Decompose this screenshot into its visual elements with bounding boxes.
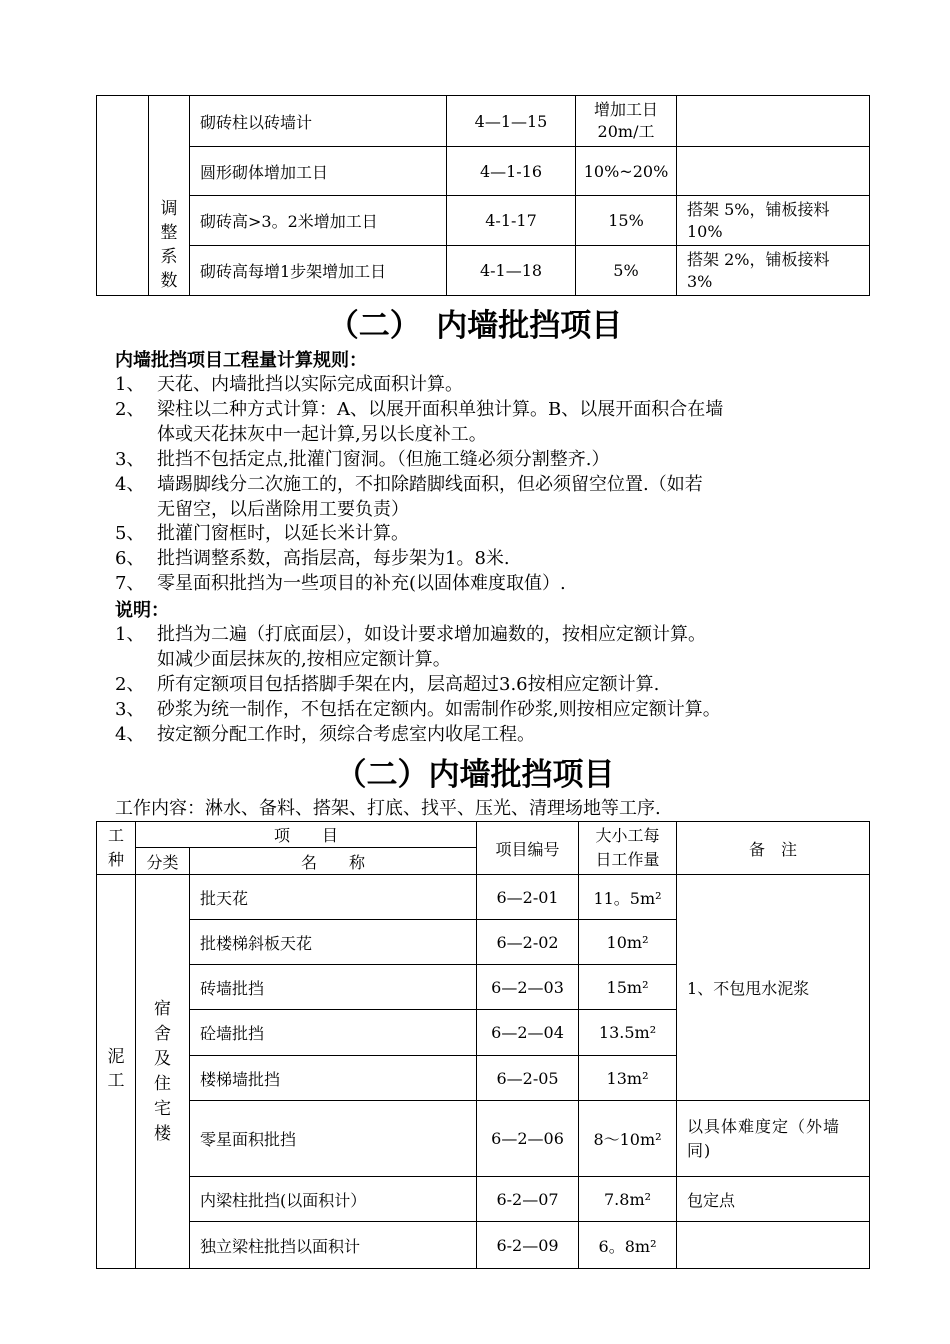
row-code: 4—1-16 bbox=[447, 147, 576, 196]
adjust-group-label bbox=[149, 96, 190, 296]
row-name: 批楼梯斜板天花 bbox=[190, 920, 477, 965]
section-title: （二） 内墙批挡项目 bbox=[327, 308, 623, 344]
header-remark: 备 注 bbox=[677, 822, 870, 875]
rules-heading: 内墙批挡项目工程量计算规则： bbox=[115, 350, 367, 371]
trade-cell: 泥 工 bbox=[97, 875, 136, 1269]
notes-heading: 说明： bbox=[115, 600, 169, 621]
list-item-line bbox=[115, 648, 451, 672]
list-item-text: 批挡不包括定点,批灌门窗洞。（但施工缝必须分割整齐.） bbox=[157, 448, 610, 470]
vertical-char: 整 bbox=[160, 223, 178, 243]
row-code: 6-2—07 bbox=[477, 1177, 579, 1222]
vertical-char: 住 bbox=[154, 1074, 171, 1094]
row-code: 4—1—15 bbox=[447, 96, 576, 147]
list-item-number: 1、 bbox=[115, 374, 145, 395]
list-item-text: 天花、内墙批挡以实际完成面积计算。 bbox=[157, 374, 463, 395]
row-qty: 增加工日 20m/工 bbox=[576, 96, 677, 147]
list-item-text: 批挡调整系数，高指层高，每步架为1。8米. bbox=[157, 548, 510, 570]
row-name: 独立梁柱批挡以面积计 bbox=[190, 1222, 477, 1269]
row-note: 搭架 2%，铺板接料 3% bbox=[677, 246, 870, 296]
row-qty: 10m² bbox=[579, 920, 677, 965]
row-name: 砖墙批挡 bbox=[190, 965, 477, 1010]
row-name: 圆形砌体增加工日 bbox=[190, 147, 447, 196]
list-item-number: 3、 bbox=[115, 448, 145, 470]
list-item-number: 1、 bbox=[115, 624, 145, 645]
row-code: 6—2—03 bbox=[477, 965, 579, 1010]
row-note bbox=[677, 96, 870, 147]
list-item-line bbox=[115, 398, 723, 422]
remark-cell: 1、不包甩水泥浆 bbox=[677, 875, 870, 1101]
list-item-line bbox=[115, 373, 463, 397]
list-item-line bbox=[115, 673, 659, 697]
row-code: 6—2-05 bbox=[477, 1056, 579, 1101]
list-item-number: 7、 bbox=[115, 573, 145, 595]
row-qty: 8～10m² bbox=[579, 1101, 677, 1177]
header-category: 分类 bbox=[136, 848, 190, 875]
list-item-line bbox=[115, 522, 409, 546]
vertical-char: 楼 bbox=[154, 1124, 171, 1144]
row-name: 楼梯墙批挡 bbox=[190, 1056, 477, 1101]
row-code: 6—2—06 bbox=[477, 1101, 579, 1177]
row-code: 4-1—18 bbox=[447, 246, 576, 296]
list-item-number: 2、 bbox=[115, 673, 145, 695]
section-title-2: （二）内墙批挡项目 bbox=[335, 757, 615, 793]
list-item-text: 体或天花抹灰中一起计算,另以长度补工。 bbox=[157, 423, 487, 445]
category-cell bbox=[136, 875, 190, 1269]
row-qty: 6。8m² bbox=[579, 1222, 677, 1269]
vertical-char: 系 bbox=[160, 247, 178, 267]
remark-cell: 包定点 bbox=[677, 1177, 870, 1222]
row-name: 砌砖高>3。2米增加工日 bbox=[190, 196, 447, 246]
vertical-char: 及 bbox=[154, 1049, 171, 1069]
row-name: 砼墙批挡 bbox=[190, 1010, 477, 1056]
row-code: 6-2—09 bbox=[477, 1222, 579, 1269]
header-qty: 大小工每 日工作量 bbox=[579, 822, 677, 875]
list-item-number: 5、 bbox=[115, 523, 145, 545]
vertical-char: 数 bbox=[160, 271, 178, 291]
row-name: 内梁柱批挡(以面积计） bbox=[190, 1177, 477, 1222]
row-qty: 10%~20% bbox=[576, 147, 677, 196]
vertical-char: 调 bbox=[160, 199, 178, 219]
vertical-label bbox=[149, 197, 189, 293]
list-item-text: 零星面积批挡为一些项目的补充(以固体难度取值）. bbox=[157, 573, 566, 595]
header-name: 名 称 bbox=[190, 848, 477, 875]
blank-cell bbox=[97, 96, 149, 296]
list-item-line bbox=[115, 623, 706, 647]
row-code: 6—2-02 bbox=[477, 920, 579, 965]
list-item-text: 砂浆为统一制作，不包括在定额内。如需制作砂浆,则按相应定额计算。 bbox=[157, 698, 721, 720]
vertical-label bbox=[136, 997, 189, 1147]
list-item-text: 按定额分配工作时，须综合考虑室内收尾工程。 bbox=[157, 723, 535, 745]
list-item-number: 4、 bbox=[115, 473, 145, 495]
row-name: 砌砖柱以砖墙计 bbox=[190, 96, 447, 147]
list-item-text: 批挡为二遍（打底面层），如设计要求增加遍数的，按相应定额计算。 bbox=[157, 624, 706, 645]
row-note: 搭架 5%，铺板接料 10% bbox=[677, 196, 870, 246]
row-name: 砌砖高每增1步架增加工日 bbox=[190, 246, 447, 296]
row-qty: 7.8m² bbox=[579, 1177, 677, 1222]
row-name: 批天花 bbox=[190, 875, 477, 920]
list-item-line bbox=[115, 547, 510, 571]
header-code: 项目编号 bbox=[477, 822, 579, 875]
list-item-text: 梁柱以二种方式计算：A、以展开面积单独计算。B、以展开面积合在墙 bbox=[157, 398, 724, 420]
remark-cell bbox=[677, 1222, 870, 1269]
list-item-text: 无留空，以后凿除用工要负责） bbox=[157, 498, 409, 520]
quota-table bbox=[96, 821, 870, 1269]
list-item-line bbox=[115, 698, 721, 722]
list-item-line bbox=[115, 448, 609, 472]
list-item-number: 2、 bbox=[115, 398, 145, 420]
row-qty: 5% bbox=[576, 246, 677, 296]
row-qty: 15% bbox=[576, 196, 677, 246]
list-item-line bbox=[115, 473, 703, 497]
row-qty: 11。5m² bbox=[579, 875, 677, 920]
list-item-line bbox=[115, 723, 535, 747]
list-item-number: 3、 bbox=[115, 698, 145, 720]
row-name: 零星面积批挡 bbox=[190, 1101, 477, 1177]
vertical-char: 舍 bbox=[154, 1024, 171, 1044]
list-item-text: 所有定额项目包括搭脚手架在内，层高超过3.6按相应定额计算. bbox=[157, 673, 660, 695]
row-qty: 13.5m² bbox=[579, 1010, 677, 1056]
row-qty: 15m² bbox=[579, 965, 677, 1010]
header-trade: 工 种 bbox=[97, 822, 136, 875]
row-code: 4-1-17 bbox=[447, 196, 576, 246]
row-code: 6—2-01 bbox=[477, 875, 579, 920]
row-qty: 13m² bbox=[579, 1056, 677, 1101]
list-item-text: 墙踢脚线分二次施工的，不扣除踏脚线面积，但必须留空位置.（如若 bbox=[157, 473, 703, 495]
remark-cell: 以具体难度定（外墙同) bbox=[677, 1101, 870, 1177]
list-item-text: 批灌门窗框时，以延长米计算。 bbox=[157, 523, 409, 545]
row-note bbox=[677, 147, 870, 196]
list-item-line bbox=[115, 572, 566, 596]
vertical-char: 宿 bbox=[154, 999, 171, 1019]
list-item-line bbox=[115, 423, 487, 447]
list-item-text: 如减少面层抹灰的,按相应定额计算。 bbox=[157, 648, 451, 670]
work-content: 工作内容：淋水、备料、搭架、打底、找平、压光、清理场地等工序. bbox=[115, 798, 661, 819]
list-item-number: 6、 bbox=[115, 548, 145, 570]
adjustment-table bbox=[96, 95, 870, 296]
list-item-number: 4、 bbox=[115, 723, 145, 745]
header-item: 项 目 bbox=[136, 822, 477, 848]
vertical-char: 宅 bbox=[154, 1099, 171, 1119]
row-code: 6—2—04 bbox=[477, 1010, 579, 1056]
list-item-line bbox=[115, 498, 409, 522]
